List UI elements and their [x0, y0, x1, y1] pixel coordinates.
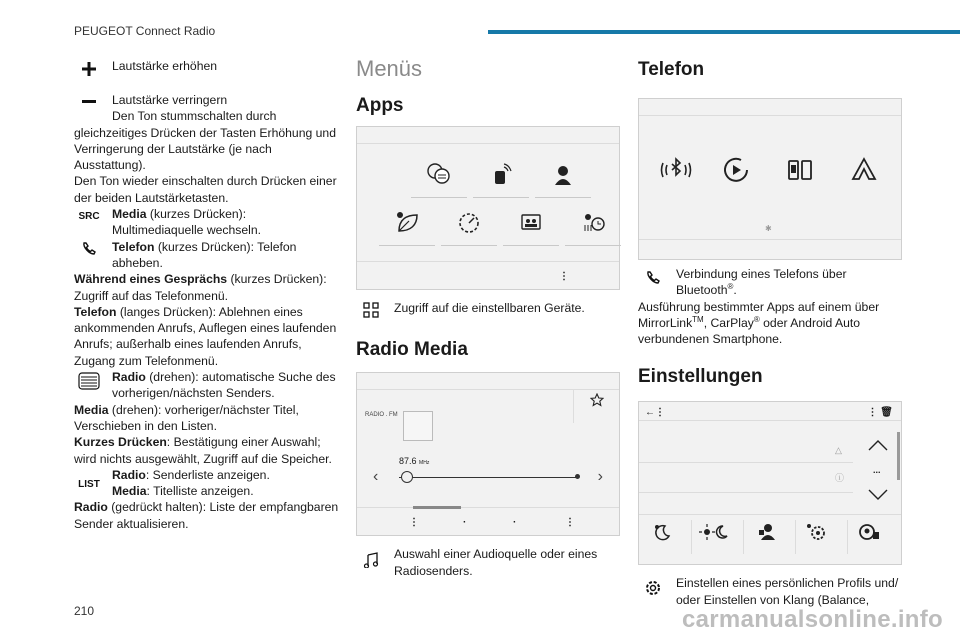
- grid-apps-icon: [356, 302, 386, 318]
- column-menus: [356, 56, 620, 579]
- scrollbar[interactable]: [897, 432, 900, 480]
- phone-long-text: (langes Drücken): Ablehnen eines ankommenden Anrufs, Auflegen eines laufenden Anrufs; außerhalb eines laufenden Anrufs, Zugang zum Telefonmenü.: [74, 304, 337, 368]
- app-tile-eco[interactable]: [379, 205, 435, 246]
- list-row: [74, 467, 340, 500]
- settings-screen: [638, 401, 902, 565]
- src-text: (kurzes Drücken): Multimediaquelle wechseln.: [112, 207, 262, 238]
- phone-caption-4: , CarPlay: [703, 315, 754, 330]
- phone-caption-5: oder Android Auto verbundenen Smartphone.: [638, 315, 861, 347]
- list-media-bold: Media: [112, 484, 147, 499]
- radio-turn-bold: Radio: [112, 370, 146, 385]
- radio-turn-row: [74, 369, 340, 402]
- radio-media-heading: Radio Media: [356, 339, 468, 361]
- source-tab-indicator: [413, 506, 461, 509]
- minus-icon: [74, 100, 104, 104]
- tuning-slider[interactable]: [399, 477, 579, 478]
- apps-heading: Apps: [356, 95, 404, 116]
- source-menu-icon-4[interactable]: ⋮: [565, 517, 575, 529]
- src-bold: Media: [112, 207, 147, 222]
- phone-caption-cont: [638, 299, 902, 348]
- radio-turn-text: (drehen): automatische Suche des vorherigen/nächsten Senders.: [112, 370, 336, 401]
- media-turn-bold: Media: [74, 402, 109, 417]
- apps-screen: [356, 126, 620, 290]
- column-controls: [74, 58, 340, 532]
- column-phone-settings: [638, 56, 902, 608]
- source-dot-2[interactable]: ·: [463, 517, 467, 529]
- app-tile-wifi-device[interactable]: [473, 157, 529, 198]
- phone-text: (kurzes Drücken): Telefon abheben.: [112, 239, 297, 270]
- privacy-settings-icon[interactable]: [857, 522, 881, 546]
- mobile-wifi-icon: [487, 161, 515, 187]
- list-radio-text: : Senderliste anzeigen.: [145, 467, 270, 482]
- app-tile-messages[interactable]: [411, 157, 467, 198]
- next-station-icon[interactable]: ›: [597, 468, 603, 486]
- more-menu-icon[interactable]: ⋮: [559, 271, 569, 282]
- media-turn-row: [74, 402, 340, 467]
- volume-down-row: [74, 90, 340, 206]
- call-row: [74, 271, 340, 369]
- radio-screen: [356, 372, 620, 536]
- registered-mark-1: ®: [727, 282, 734, 292]
- gauge-icon: [455, 209, 483, 235]
- registered-mark-2: ®: [753, 314, 760, 324]
- info-icon: ⓘ: [835, 473, 845, 484]
- src-row: [74, 206, 340, 239]
- carplay-play-icon[interactable]: [721, 155, 751, 189]
- mirrorlink-icon[interactable]: [785, 155, 815, 189]
- leaf-icon: [393, 209, 421, 235]
- music-note-icon: [356, 552, 386, 568]
- apps-caption-row: [356, 300, 620, 316]
- radio-band: RADIO . FM: [365, 412, 398, 419]
- radio-frequency: 87.6 MHz: [399, 456, 430, 467]
- phone-heading: Telefon: [638, 59, 705, 80]
- radio-caption: Auswahl einer Audioquelle oder eines Radiosenders.: [394, 547, 598, 578]
- album-art: [403, 411, 433, 441]
- contact-card-icon: [517, 209, 545, 235]
- app-tile-driving[interactable]: [441, 205, 497, 246]
- mute-text: Den Ton stummschalten durch gleichzeitiges Drücken der Tasten Erhöhung und Verringerung der Lautstärke (je nach Ausstattung).: [74, 109, 336, 173]
- user-icon: [549, 161, 577, 187]
- source-menu-icon-1[interactable]: ⋮: [409, 517, 419, 529]
- phone-bold: Telefon: [112, 239, 155, 254]
- phone-icon-caption: [638, 270, 668, 286]
- volume-up-text: Lautstärke erhöhen: [112, 59, 218, 73]
- radio-hold-row: [74, 499, 340, 532]
- settings-menu-trash-icon[interactable]: ⋮ 🗑: [867, 407, 893, 419]
- list-media-text: : Titelliste anzeigen.: [146, 484, 254, 499]
- app-tile-contacts[interactable]: [503, 205, 559, 246]
- tuning-end-dot: [575, 474, 580, 479]
- warning-icon: △: [835, 445, 842, 456]
- short-press-bold: Kurzes Drücken: [74, 435, 167, 450]
- favorite-star-icon[interactable]: [573, 389, 620, 423]
- apps-caption: Zugriff auf die einstellbaren Geräte.: [394, 301, 585, 315]
- phone-caption-1: Verbindung eines Telefons über Bluetooth: [676, 267, 847, 298]
- settings-ellipsis: ...: [873, 465, 881, 476]
- trademark-mark: TM: [692, 314, 704, 324]
- android-auto-icon[interactable]: [849, 155, 879, 189]
- back-arrow-icon[interactable]: ←⋮: [645, 407, 665, 419]
- climate-clock-icon: [579, 209, 607, 235]
- call-bold: Während eines Gesprächs: [74, 272, 228, 287]
- prev-station-icon[interactable]: ‹: [373, 468, 379, 486]
- media-turn-text: (drehen): vorheriger/nächster Titel, Verschieben in den Listen.: [74, 402, 299, 433]
- settings-caption: Einstellen eines persönlichen Profils und/ oder Einstellen von Klang (Balance,: [676, 576, 899, 607]
- src-button-label: SRC: [78, 211, 100, 223]
- list-radio-bold: Radio: [112, 467, 146, 482]
- rotary-knob-icon: [74, 371, 104, 391]
- scroll-down-icon[interactable]: [867, 488, 889, 506]
- plus-icon: [74, 62, 104, 76]
- system-settings-icon[interactable]: [805, 522, 829, 546]
- page-header-title: PEUGEOT Connect Radio: [74, 24, 216, 38]
- phone-row: [74, 239, 340, 272]
- settings-caption-row: [638, 575, 902, 608]
- unmute-text: Den Ton wieder einschalten durch Drücken einer der beiden Lautstärketasten.: [74, 174, 337, 205]
- short-press-text: : Bestätigung einer Auswahl; wird nichts ausgewählt, Zugriff auf die Speicher.: [74, 435, 332, 466]
- brightness-icon[interactable]: [699, 522, 729, 546]
- phone-caption-3: Ausführung bestimmter Apps auf einem über MirrorLink: [638, 299, 880, 330]
- settings-heading: Einstellungen: [638, 366, 763, 388]
- phone-icon: [74, 241, 104, 257]
- header-accent-bar: [488, 30, 960, 34]
- menus-heading: Menüs: [356, 56, 423, 81]
- app-tile-profile[interactable]: [535, 157, 591, 198]
- volume-up-row: [74, 58, 340, 90]
- call-text: (kurzes Drücken): Zugriff auf das Telefonmenü.: [74, 272, 327, 303]
- source-dot-3[interactable]: ·: [513, 517, 517, 529]
- page-number: 210: [74, 604, 95, 618]
- phone-caption-row: [638, 266, 902, 299]
- radio-hold-bold: Radio: [74, 500, 108, 515]
- scroll-up-icon[interactable]: [867, 438, 889, 456]
- radio-hold-text: (gedrückt halten): Liste der empfangbaren Sender aktualisieren.: [74, 500, 339, 531]
- phone-long-bold: Telefon: [74, 304, 117, 319]
- list-button-label: LIST: [78, 478, 100, 490]
- profile-settings-icon[interactable]: [757, 522, 777, 546]
- volume-down-text: Lautstärke verringern: [112, 93, 228, 107]
- radio-caption-row: [356, 546, 620, 579]
- watermark: carmanualsonline.info: [682, 606, 944, 633]
- settings-gear-icon: [638, 579, 668, 597]
- bluetooth-status-icon: ✱: [765, 224, 772, 233]
- bluetooth-phone-icon[interactable]: [659, 153, 693, 191]
- phone-caption-2: .: [733, 283, 737, 298]
- app-tile-climate[interactable]: [565, 205, 621, 246]
- chat-bubbles-icon: [425, 161, 453, 187]
- tuning-knob[interactable]: [401, 471, 413, 483]
- night-mode-icon[interactable]: [651, 522, 673, 546]
- phone-screen: [638, 98, 902, 260]
